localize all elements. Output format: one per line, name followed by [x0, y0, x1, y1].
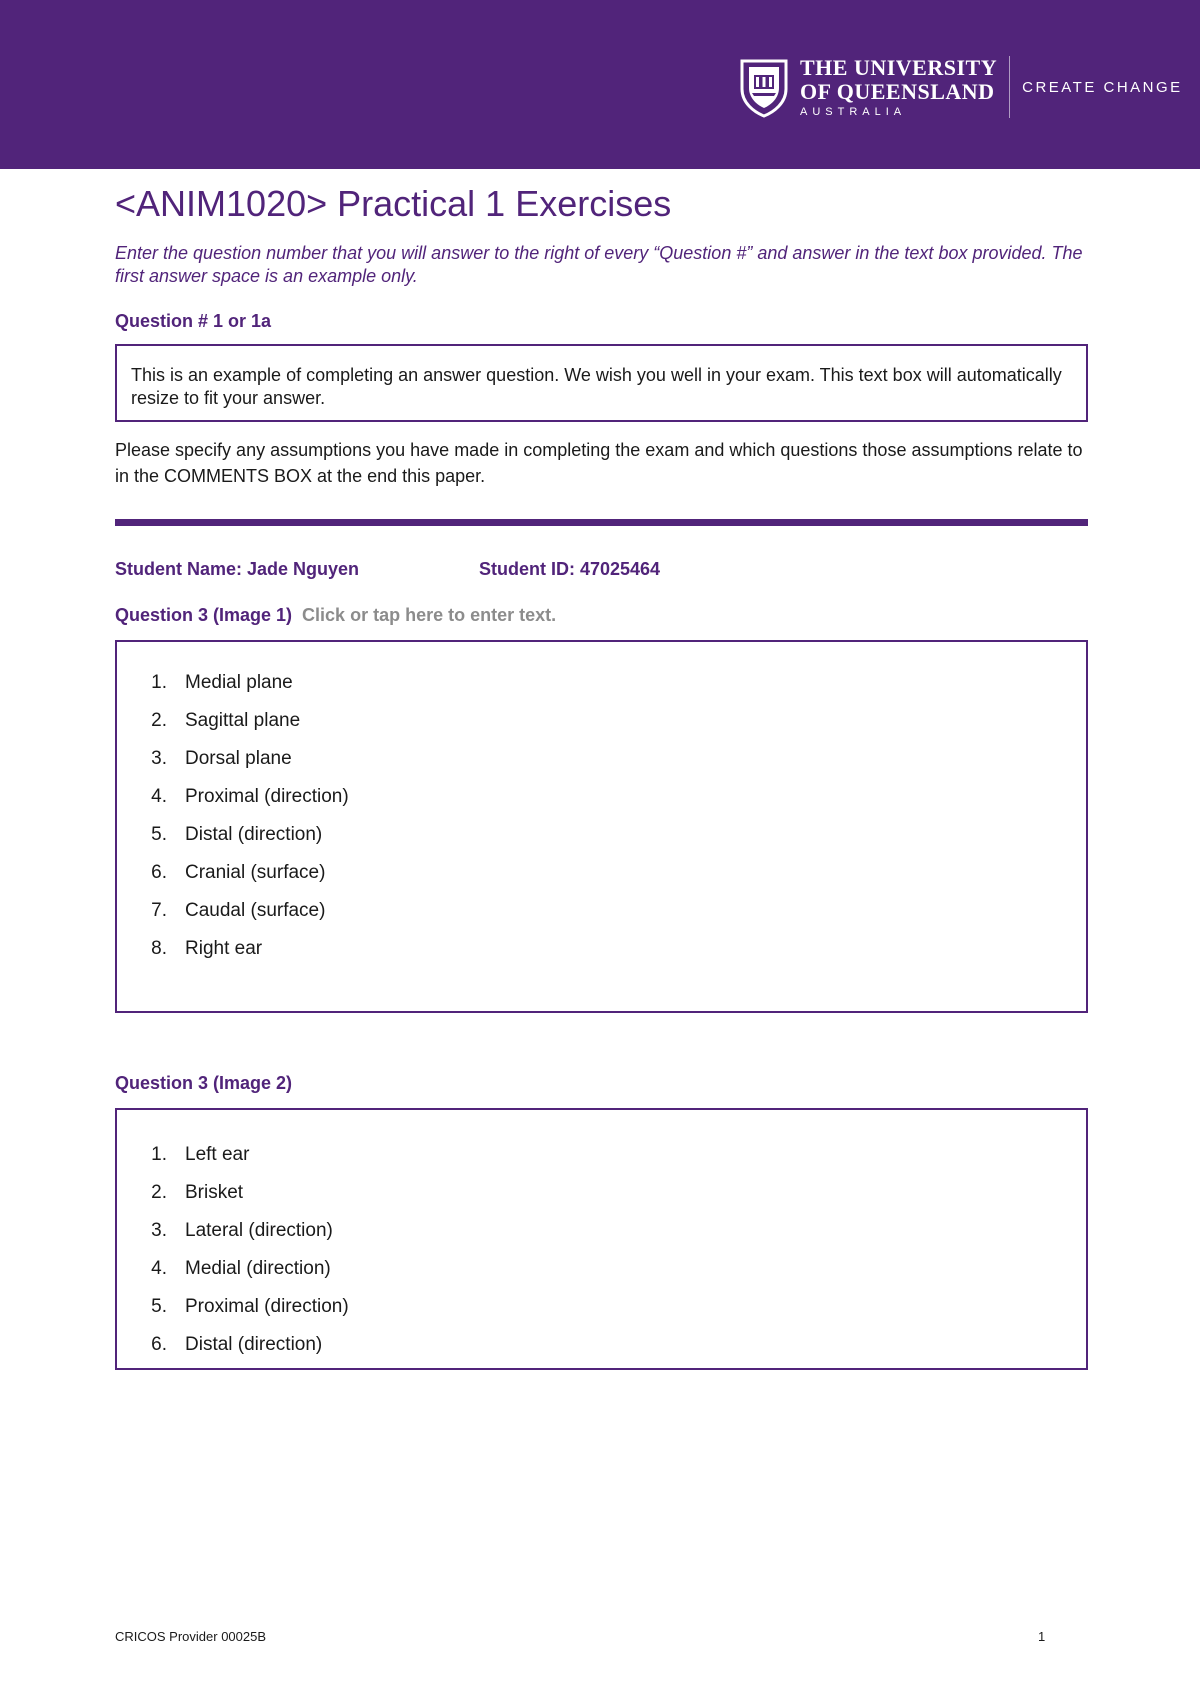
list-item-number: 6.: [151, 1334, 167, 1355]
list-item-number: 8.: [151, 938, 167, 959]
page-number: 1: [1038, 1629, 1046, 1644]
list-item-number: 3.: [151, 748, 167, 769]
list-item-number: 5.: [151, 824, 167, 845]
question-3-image-1-heading-row: [115, 605, 1088, 626]
university-name-line2: OF QUEENSLAND: [800, 78, 995, 104]
example-question-heading: Question # 1 or 1a: [115, 311, 272, 331]
assumptions-note: Please specify any assumptions you have made in completing the exam and which questions those assumptions relate to in the COMMENTS BOX at the end this paper.: [115, 440, 1083, 486]
list-item-number: 6.: [151, 862, 167, 883]
document-body: [115, 180, 1088, 1370]
section-divider: [115, 519, 1088, 526]
list-item-text: Medial (direction): [185, 1258, 331, 1279]
list-item-number: 7.: [151, 900, 167, 921]
page-title: <ANIM1020> Practical 1 Exercises: [115, 183, 672, 224]
list-item-number: 1.: [151, 1144, 167, 1165]
list-item-number: 4.: [151, 1258, 167, 1279]
university-logo: [738, 54, 1183, 120]
list-item: [117, 900, 1086, 938]
header-banner: [0, 0, 1200, 169]
list-item-text: Distal (direction): [185, 824, 323, 845]
university-country: AUSTRALIA: [800, 105, 907, 118]
list-item: [117, 938, 1086, 976]
answer-list-image-2: [117, 1144, 1086, 1372]
list-item-number: 2.: [151, 710, 167, 731]
answer-box-image-1[interactable]: [115, 640, 1088, 1013]
list-item-text: Brisket: [185, 1182, 244, 1203]
answer-list-image-1: [117, 672, 1086, 976]
crest-icon: [738, 55, 790, 119]
list-item: [117, 748, 1086, 786]
tagline: CREATE CHANGE: [1022, 78, 1183, 96]
list-item-text: Medial plane: [185, 672, 293, 693]
list-item-text: Right ear: [185, 938, 263, 959]
list-item-text: Left ear: [185, 1144, 250, 1165]
list-item: [117, 786, 1086, 824]
list-item-number: 4.: [151, 786, 167, 807]
text-placeholder-field[interactable]: Click or tap here to enter text.: [302, 605, 557, 625]
university-name-line1: THE UNIVERSITY: [800, 54, 998, 80]
list-item-number: 2.: [151, 1182, 167, 1203]
list-item: [117, 1258, 1086, 1296]
instructions-text: Enter the question number that you will answer to the right of every “Question #” and answer in the text box provided. The first answer space is an example only.: [115, 243, 1083, 286]
list-item-number: 3.: [151, 1220, 167, 1241]
list-item: [117, 1334, 1086, 1372]
university-name: [800, 54, 998, 118]
list-item: [117, 1182, 1086, 1220]
footer-provider: CRICOS Provider 00025B: [115, 1629, 267, 1644]
list-item-number: 1.: [151, 672, 167, 693]
list-item-text: Dorsal plane: [185, 748, 292, 769]
list-item-text: Proximal (direction): [185, 786, 349, 807]
student-details: [115, 559, 1088, 580]
list-item: [117, 862, 1086, 900]
question-3-image-2-heading: Question 3 (Image 2): [115, 1073, 293, 1093]
list-item-text: Distal (direction): [185, 1334, 323, 1355]
list-item: [117, 1144, 1086, 1182]
student-id: Student ID: 47025464: [479, 559, 661, 579]
student-name: Student Name: Jade Nguyen: [115, 559, 360, 579]
example-answer-box[interactable]: This is an example of completing an answer question. We wish you well in your exam. This text box will automatically resize to fit your answer.: [115, 344, 1088, 422]
list-item: [117, 824, 1086, 862]
question-3-image-1-heading: Question 3 (Image 1): [115, 605, 293, 625]
list-item: [117, 710, 1086, 748]
list-item-text: Lateral (direction): [185, 1220, 333, 1241]
list-item-number: 5.: [151, 1296, 167, 1317]
list-item-text: Caudal (surface): [185, 900, 326, 921]
list-item: [117, 1220, 1086, 1258]
answer-box-image-2[interactable]: [115, 1108, 1088, 1370]
list-item: [117, 672, 1086, 710]
list-item: [117, 1296, 1086, 1334]
list-item-text: Sagittal plane: [185, 710, 301, 731]
logo-divider: [1009, 56, 1010, 118]
list-item-text: Cranial (surface): [185, 862, 326, 883]
list-item-text: Proximal (direction): [185, 1296, 349, 1317]
